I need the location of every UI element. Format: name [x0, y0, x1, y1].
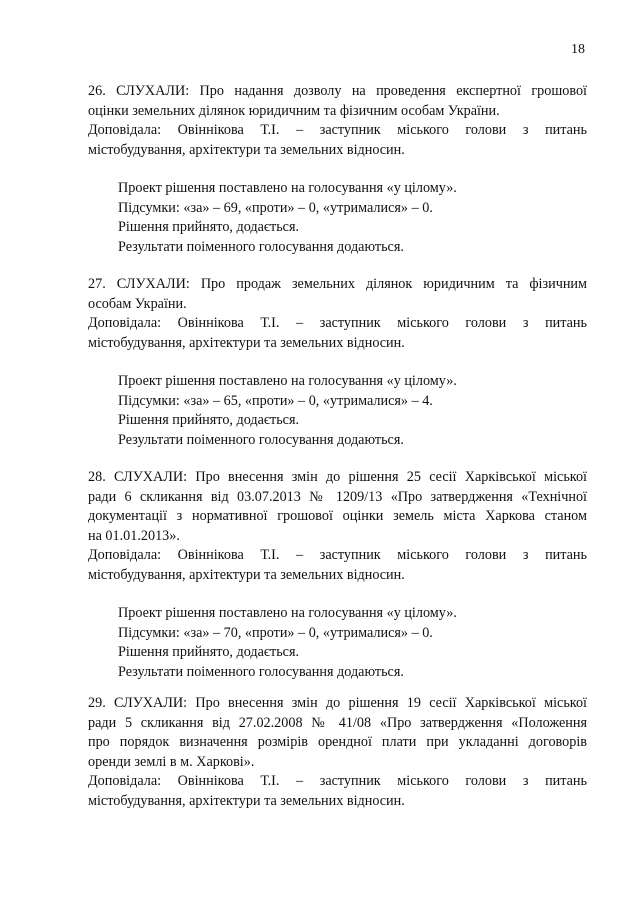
heading-line: документації з нормативної грошової оцінки земель міста Харкова станом	[88, 508, 587, 524]
reporter-line: Доповідала: Овіннікова Т.І. – заступник міського голови з питань	[88, 547, 587, 563]
reporter-line: містобудування, архітектури та земельних відносин.	[88, 792, 405, 809]
heading-line: оцінки земельних ділянок юридичним та фізичним особам України.	[88, 102, 500, 119]
reporter-line: Доповідала: Овіннікова Т.І. – заступник міського голови з питань	[88, 773, 587, 789]
heading-line: 28. СЛУХАЛИ: Про внесення змін до рішення 25 сесії Харківської міської	[88, 469, 587, 485]
vote-line: Результати поіменного голосування додаються.	[118, 663, 404, 680]
vote-line: Результати поіменного голосування додаються.	[118, 238, 404, 255]
reporter-line: Доповідала: Овіннікова Т.І. – заступник міського голови з питань	[88, 315, 587, 331]
agenda-item-26	[88, 82, 587, 257]
reporter-line: містобудування, архітектури та земельних відносин.	[88, 141, 405, 158]
heading-line: ради 5 скликання від 27.02.2008 № 41/08 «Про затвердження «Положення	[88, 714, 587, 731]
reporter-line: Доповідала: Овіннікова Т.І. – заступник міського голови з питань	[88, 122, 587, 138]
vote-line: Підсумки: «за» – 70, «проти» – 0, «утрималися» – 0.	[118, 624, 433, 641]
vote-line: Проект рішення поставлено на голосування «у цілому».	[118, 373, 457, 389]
item-reporter	[88, 546, 587, 585]
reporter-line: містобудування, архітектури та земельних відносин.	[88, 566, 405, 583]
item-heading	[88, 468, 587, 546]
reporter-line: містобудування, архітектури та земельних відносин.	[88, 334, 405, 351]
page-number: 18	[571, 42, 585, 57]
heading-line: 29. СЛУХАЛИ: Про внесення змін до рішення 19 сесії Харківської міської	[88, 695, 587, 711]
vote-line: Рішення прийнято, додається.	[118, 219, 300, 235]
vote-line: Результати поіменного голосування додаються.	[118, 431, 404, 448]
vote-block	[88, 372, 587, 450]
heading-line: про порядок визначення розмірів орендної плати при укладанні договорів	[88, 734, 587, 750]
item-heading	[88, 694, 587, 772]
vote-line: Підсумки: «за» – 65, «проти» – 0, «утрималися» – 4.	[118, 392, 433, 409]
vote-block	[88, 604, 587, 682]
heading-line: 27. СЛУХАЛИ: Про продаж земельних ділянок юридичним та фізичним	[88, 276, 587, 292]
vote-line: Проект рішення поставлено на голосування «у цілому».	[118, 180, 457, 196]
vote-line: Проект рішення поставлено на голосування «у цілому».	[118, 605, 457, 621]
item-reporter	[88, 121, 587, 160]
vote-line: Підсумки: «за» – 69, «проти» – 0, «утрималися» – 0.	[118, 199, 433, 216]
vote-block	[88, 179, 587, 257]
agenda-item-28	[88, 468, 587, 682]
agenda-item-29	[88, 694, 587, 811]
item-heading	[88, 82, 587, 121]
heading-line: оренди землі в м. Харкові».	[88, 753, 255, 770]
item-reporter	[88, 772, 587, 811]
heading-line: особам України.	[88, 295, 187, 312]
item-heading	[88, 275, 587, 314]
item-reporter	[88, 314, 587, 353]
vote-line: Рішення прийнято, додається.	[118, 412, 300, 428]
heading-line: на 01.01.2013».	[88, 527, 180, 544]
vote-line: Рішення прийнято, додається.	[118, 644, 300, 660]
agenda-item-27	[88, 275, 587, 450]
heading-line: ради 6 скликання від 03.07.2013 № 1209/13 «Про затвердження «Технічної	[88, 488, 587, 505]
heading-line: 26. СЛУХАЛИ: Про надання дозволу на проведення експертної грошової	[88, 83, 587, 99]
